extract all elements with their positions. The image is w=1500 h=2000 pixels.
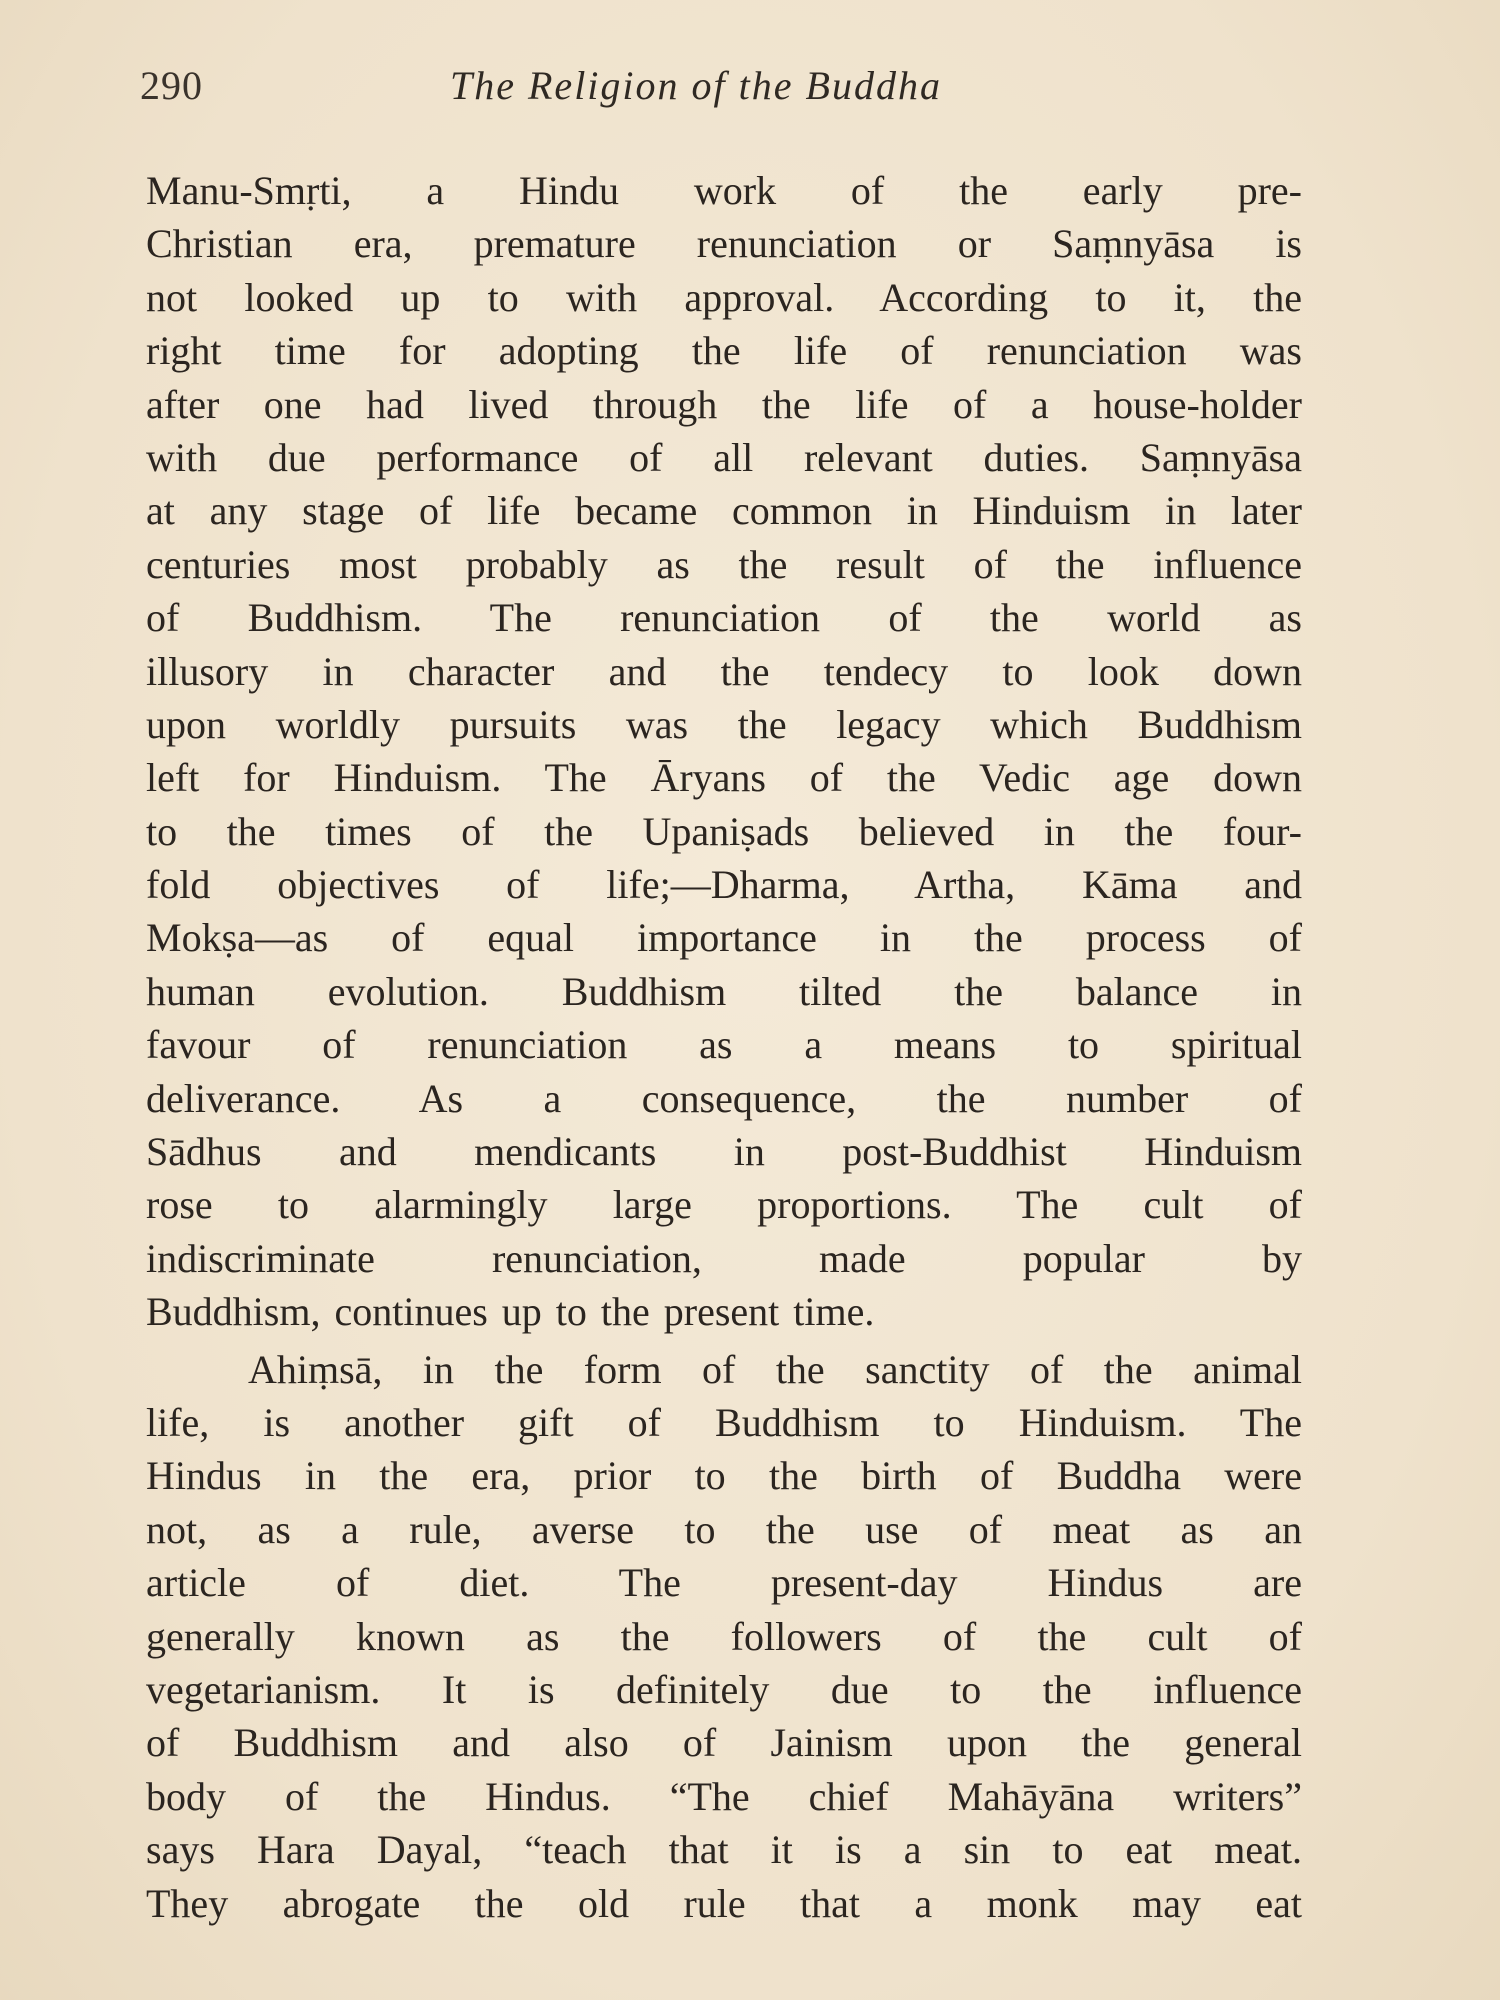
page-header (140, 62, 1320, 122)
paragraph (146, 1343, 1302, 1930)
text-line: fold objectives of life;—Dharma, Artha, Kāma and (146, 862, 1302, 908)
paragraph (146, 164, 1302, 1339)
text-line: rose to alarmingly large proportions. The cult of (146, 1182, 1302, 1228)
text-line: illusory in character and the tendecy to look down (146, 648, 1302, 694)
text-line: says Hara Dayal, “teach that it is a sin to eat meat. (146, 1827, 1302, 1873)
text-line: not looked up to with approval. According to it, the (146, 274, 1302, 320)
text-line: life, is another gift of Buddhism to Hinduism. The (146, 1399, 1302, 1445)
text-line: Ahiṃsā, in the form of the sanctity of the animal (248, 1346, 1302, 1392)
text-line: They abrogate the old rule that a monk may eat (146, 1880, 1302, 1926)
text-line: at any stage of life became common in Hinduism in later (146, 488, 1302, 534)
text-line: vegetarianism. It is definitely due to the influence (146, 1666, 1302, 1712)
text-line: Christian era, premature renunciation or Saṃnyāsa is (146, 221, 1302, 267)
text-line: not, as a rule, averse to the use of meat as an (146, 1506, 1302, 1552)
text-line: upon worldly pursuits was the legacy which Buddhism (146, 701, 1302, 747)
page-number: 290 (140, 63, 203, 108)
text-line: with due performance of all relevant duties. Saṃnyāsa (146, 434, 1302, 480)
text-line: of Buddhism. The renunciation of the world as (146, 595, 1302, 641)
text-line: right time for adopting the life of renunciation was (146, 328, 1302, 374)
text-line: body of the Hindus. “The chief Mahāyāna writers” (146, 1773, 1302, 1819)
text-line: left for Hinduism. The Āryans of the Vedic age down (146, 755, 1302, 801)
body-text (146, 164, 1302, 1930)
text-line: Buddhism, continues up to the present time. (146, 1289, 875, 1335)
text-line: Sādhus and mendicants in post-Buddhist Hinduism (146, 1129, 1302, 1175)
text-line: after one had lived through the life of a house-holder (146, 381, 1302, 427)
text-line: indiscriminate renunciation, made popular by (146, 1235, 1302, 1281)
text-line: Manu-Smṛti, a Hindu work of the early pre- (146, 168, 1302, 213)
text-line: to the times of the Upaniṣads believed in the four- (146, 808, 1302, 854)
text-line: centuries most probably as the result of the influence (146, 541, 1302, 587)
running-title: The Religion of the Buddha (450, 63, 942, 108)
text-line: of Buddhism and also of Jainism upon the general (146, 1720, 1302, 1766)
text-line: human evolution. Buddhism tilted the balance in (146, 968, 1302, 1014)
text-line: deliverance. As a consequence, the number of (146, 1075, 1302, 1121)
text-line: generally known as the followers of the cult of (146, 1613, 1302, 1659)
text-line: Mokṣa—as of equal importance in the process of (146, 915, 1302, 961)
text-line: Hindus in the era, prior to the birth of Buddha were (146, 1453, 1302, 1499)
text-line: article of diet. The present-day Hindus are (146, 1560, 1302, 1606)
text-line: favour of renunciation as a means to spiritual (146, 1022, 1302, 1068)
